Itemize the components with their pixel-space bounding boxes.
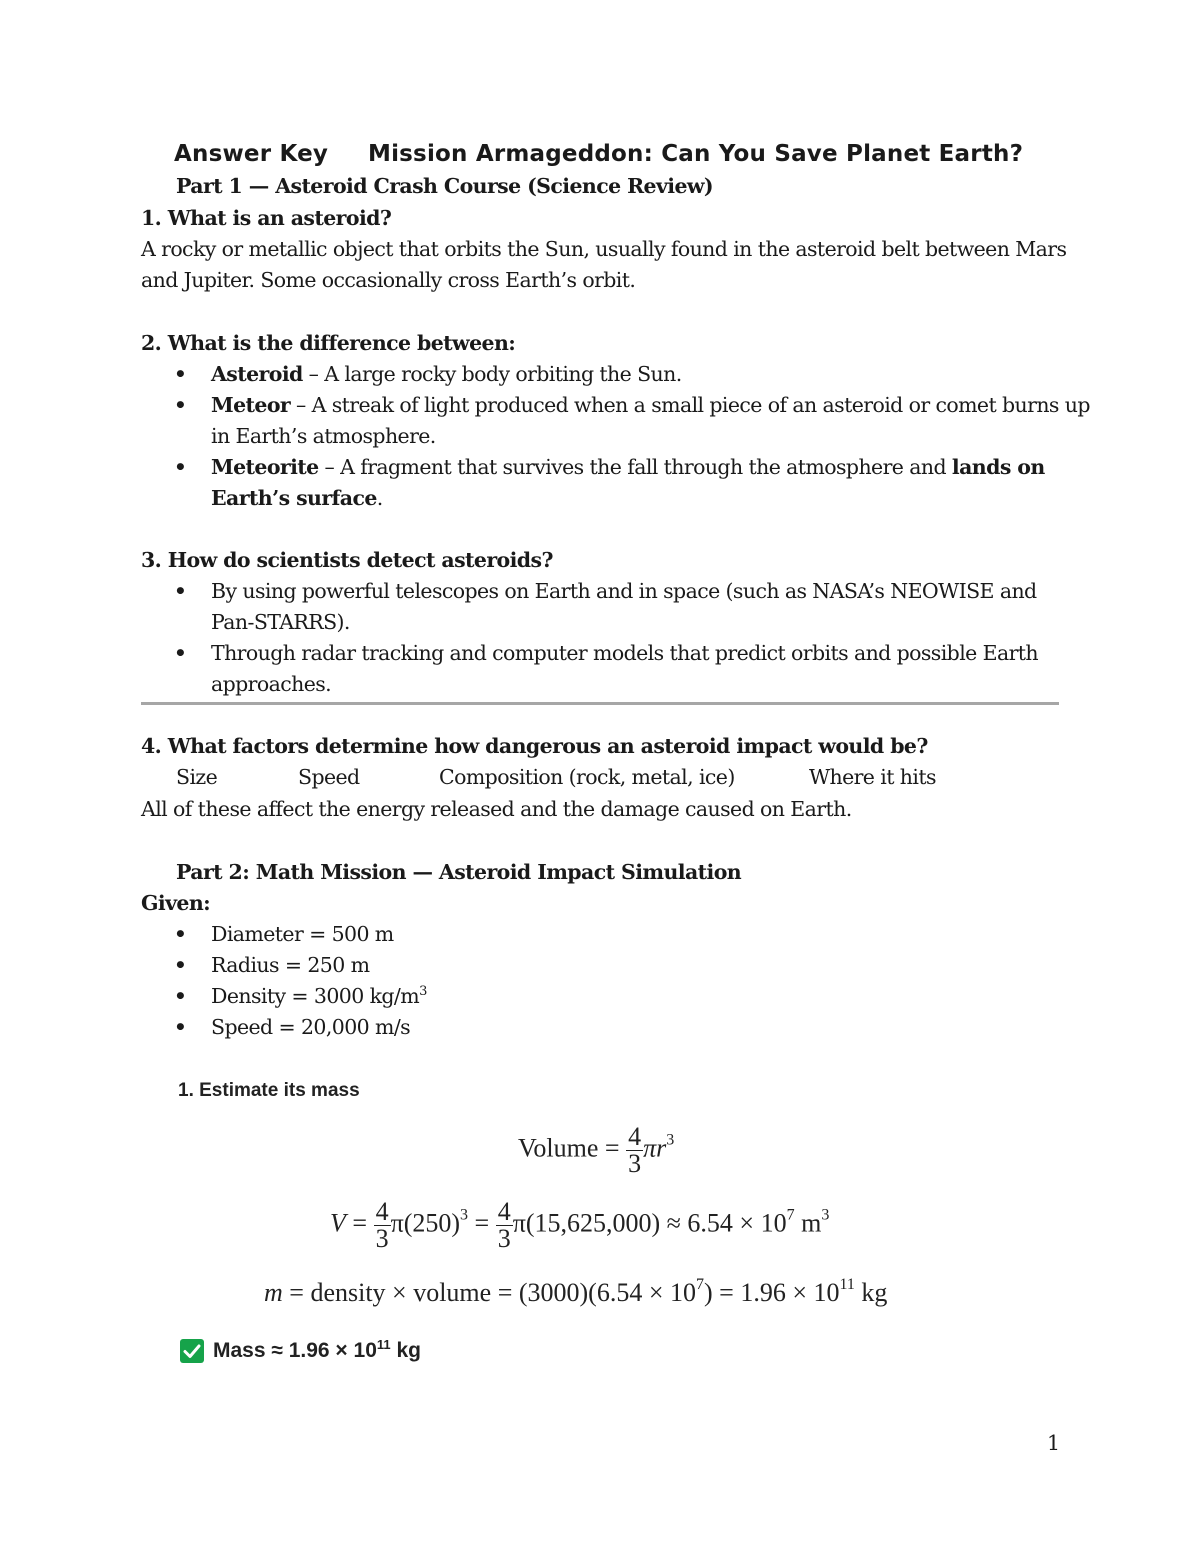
bullet: • (174, 922, 187, 946)
q1-answer-line2: and Jupiter. Some occasionally cross Earth’s orbit. (141, 268, 636, 292)
volume-value: π(15,625,000) ≈ 6.54 × 10 (512, 1208, 787, 1238)
mass-answer-exponent: 11 (376, 1337, 391, 1352)
mass-answer (213, 1337, 421, 1363)
page-title: Mission Armageddon: Can You Save Planet Earth? (368, 141, 1024, 167)
volume-formula (518, 1124, 674, 1177)
mass-formula: = density × volume = (3000)(6.54 × 10 (282, 1278, 697, 1307)
mass-result: ) = 1.96 × 10 (704, 1278, 840, 1307)
fraction (496, 1199, 513, 1252)
mass-answer-unit: kg (390, 1339, 421, 1362)
fraction-numerator: 4 (497, 1197, 511, 1226)
mass-calculation (264, 1276, 887, 1308)
bullet: • (174, 393, 187, 417)
fraction-denominator: 3 (375, 1224, 389, 1253)
given-density (211, 984, 427, 1008)
meteorite-bold-1: lands on (951, 455, 1045, 479)
q4-question: 4. What factors determine how dangerous an asteroid impact would be? (141, 734, 928, 758)
volume-exponent: 7 (786, 1206, 795, 1224)
given-diameter: Diameter = 500 m (211, 922, 394, 946)
bullet: • (174, 455, 187, 479)
mass-exponent-1: 7 (696, 1276, 705, 1293)
bullet: • (174, 984, 187, 1008)
v-symbol: V (330, 1208, 346, 1238)
given-speed: Speed = 20,000 m/s (211, 1015, 411, 1039)
given-label: Given: (141, 891, 211, 915)
horizontal-divider (141, 702, 1059, 705)
volume-unit-exponent: 3 (821, 1206, 830, 1224)
q3-question: 3. How do scientists detect asteroids? (141, 548, 553, 572)
q2-question: 2. What is the difference between: (141, 331, 516, 355)
mass-answer-text: Mass ≈ 1.96 × 10 (213, 1339, 377, 1362)
volume-unit: m (794, 1208, 822, 1238)
asteroid-definition (211, 362, 682, 386)
checkmark-icon (180, 1339, 204, 1363)
meteor-def-text: – A streak of light produced when a small piece of an asteroid or comet burns up (290, 393, 1090, 417)
meteorite-def-line2 (211, 486, 383, 510)
page-number: 1 (1047, 1431, 1060, 1455)
fraction-denominator: 3 (497, 1224, 511, 1253)
bullet: • (174, 953, 187, 977)
bullet: • (174, 641, 187, 665)
volume-pi-r: πr (643, 1133, 667, 1163)
q1-question: 1. What is an asteroid? (141, 206, 392, 230)
step1-heading: 1. Estimate its mass (178, 1080, 360, 1101)
meteorite-def-text: – A fragment that survives the fall through the atmosphere and (318, 455, 952, 479)
given-density-text: Density = 3000 kg/m (211, 984, 420, 1008)
meteorite-bold-2: Earth’s surface (211, 486, 377, 510)
equals: = (352, 1208, 368, 1238)
bullet: • (174, 1015, 187, 1039)
factor-location: Where it hits (809, 765, 936, 789)
meteorite-term: Meteorite (211, 455, 319, 479)
bullet: • (174, 579, 187, 603)
answer-key-label: Answer Key (174, 141, 329, 167)
meteorite-definition (211, 455, 1045, 479)
q3-bullet1-line1: By using powerful telescopes on Earth and in space (such as NASA’s NEOWISE and (211, 579, 1037, 603)
meteor-term: Meteor (211, 393, 291, 417)
fraction-numerator: 4 (375, 1197, 389, 1226)
q4-summary: All of these affect the energy released and the damage caused on Earth. (141, 797, 852, 821)
volume-label: Volume = (518, 1133, 620, 1163)
meteor-definition (211, 393, 1090, 417)
asteroid-term: Asteroid (211, 362, 303, 386)
q1-answer-line1: A rocky or metallic object that orbits the Sun, usually found in the asteroid belt between Mars (141, 237, 1067, 261)
fraction (626, 1124, 643, 1177)
factor-size: Size (176, 765, 218, 789)
given-radius: Radius = 250 m (211, 953, 370, 977)
part2-heading: Part 2: Math Mission — Asteroid Impact Simulation (176, 860, 742, 884)
q3-bullet2-line1: Through radar tracking and computer models that predict orbits and possible Earth (211, 641, 1039, 665)
m-symbol: m (264, 1278, 283, 1307)
factor-composition: Composition (rock, metal, ice) (439, 765, 735, 789)
pi-radius: π(250) (390, 1208, 461, 1238)
asteroid-def-text: – A large rocky body orbiting the Sun. (302, 362, 682, 386)
meteor-def-line2: in Earth’s atmosphere. (211, 424, 436, 448)
mass-exponent-2: 11 (839, 1276, 855, 1293)
part1-heading: Part 1 — Asteroid Crash Course (Science Review) (176, 174, 714, 198)
volume-exponent: 3 (666, 1131, 675, 1149)
meteorite-end: . (376, 486, 383, 510)
fraction (374, 1199, 391, 1252)
factor-speed: Speed (298, 765, 360, 789)
equals: = (474, 1208, 490, 1238)
fraction-numerator: 4 (628, 1122, 642, 1151)
radius-exponent: 3 (460, 1206, 469, 1224)
volume-calculation (330, 1199, 829, 1252)
given-density-exponent: 3 (419, 984, 427, 1000)
q3-bullet1-line2: Pan-STARRS). (211, 610, 350, 634)
mass-unit: kg (854, 1278, 888, 1307)
bullet: • (174, 362, 187, 386)
fraction-denominator: 3 (628, 1149, 642, 1178)
q3-bullet2-line2: approaches. (211, 672, 332, 696)
